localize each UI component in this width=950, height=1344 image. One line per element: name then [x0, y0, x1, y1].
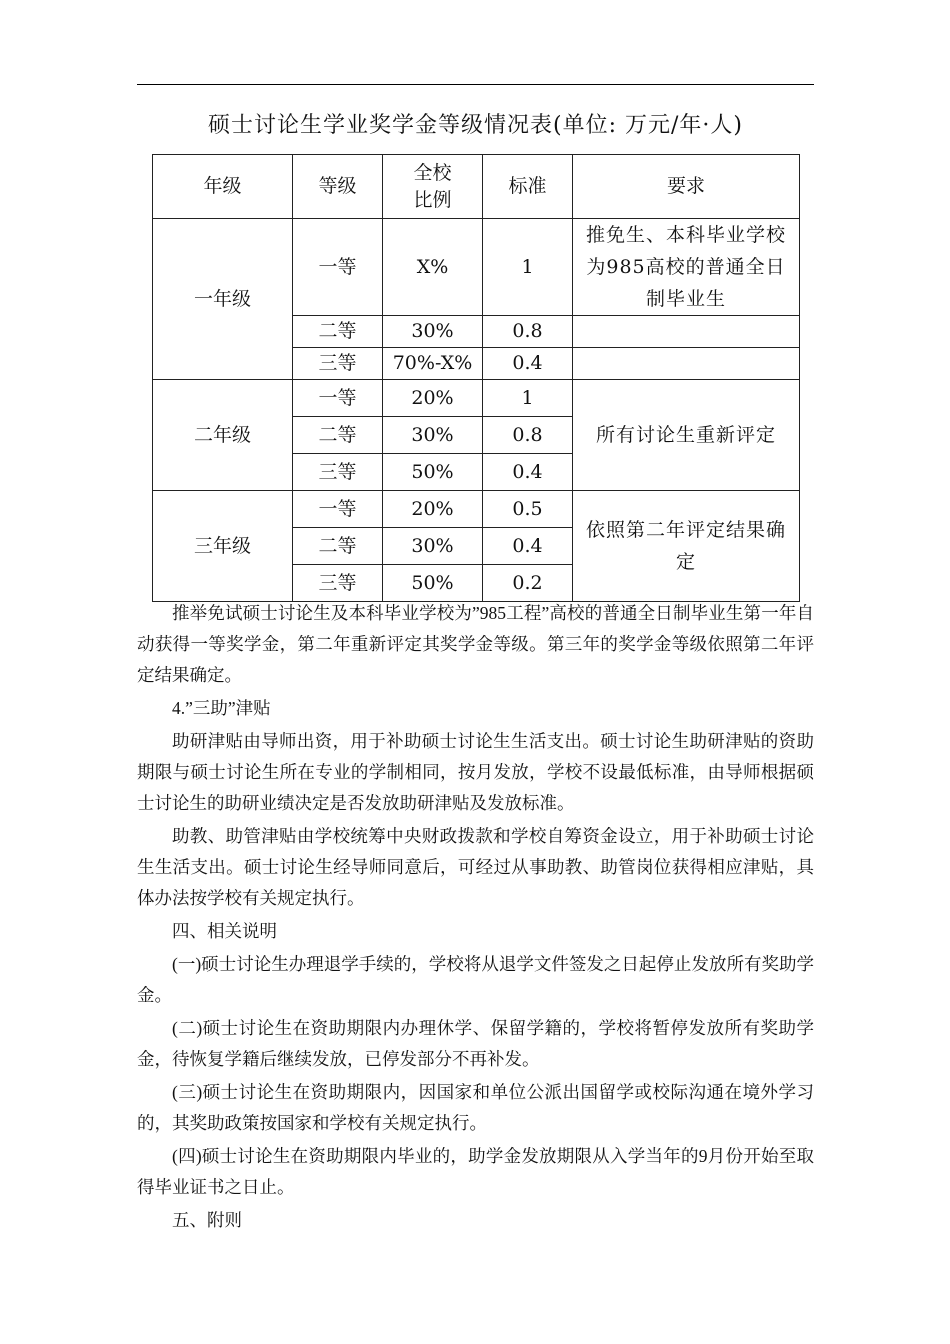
paragraph-research-assistant: 助研津贴由导师出资，用于补助硕士讨论生生活支出。硕士讨论生助研津贴的资助期限与硕士讨论生所在专业的学制相同，按月发放，学校不设最低标准，由导师根据硕士讨论生的助研业绩决定是否发放助研津贴及发放标准。 — [137, 731, 814, 813]
table-title: 硕士讨论生学业奖学金等级情况表(单位: 万元/年·人) — [208, 113, 743, 138]
standard-cell: 1 — [483, 219, 573, 316]
ratio-cell: 70%-X% — [383, 348, 483, 380]
ratio-cell: 30% — [383, 528, 483, 565]
body-text — [137, 598, 814, 1238]
table-row — [153, 491, 800, 528]
standard-cell: 0.4 — [483, 348, 573, 380]
heading-related-notes: 四、相关说明 — [172, 921, 277, 941]
scholarship-table — [152, 154, 800, 602]
header-ratio — [383, 155, 483, 219]
year2-requirement: 所有讨论生重新评定 — [573, 380, 800, 491]
level-cell: 三等 — [293, 565, 383, 602]
heading-supplementary: 五、附则 — [172, 1210, 242, 1230]
header-standard: 标准 — [483, 155, 573, 219]
table-header-row — [153, 155, 800, 219]
table-row — [153, 219, 800, 316]
level-cell: 三等 — [293, 454, 383, 491]
ratio-cell: 30% — [383, 417, 483, 454]
year3-label: 三年级 — [153, 491, 293, 602]
empty-requirement-cell — [573, 348, 800, 380]
standard-cell: 0.5 — [483, 491, 573, 528]
ratio-cell: X% — [383, 219, 483, 316]
header-requirement: 要求 — [573, 155, 800, 219]
table-row — [153, 380, 800, 417]
heading-three-assistance: 4.”三助”津贴 — [172, 698, 271, 718]
year1-requirement: 推免生、本科毕业学校为985高校的普通全日制毕业生 — [573, 219, 800, 316]
standard-cell: 0.4 — [483, 454, 573, 491]
ratio-cell: 20% — [383, 491, 483, 528]
note-2: (二)硕士讨论生在资助期限内办理休学、保留学籍的，学校将暂停发放所有奖助学金，待恢复学籍后继续发放，已停发部分不再补发。 — [137, 1018, 814, 1069]
note-1: (一)硕士讨论生办理退学手续的，学校将从退学文件签发之日起停止发放所有奖助学金。 — [137, 954, 814, 1005]
ratio-cell: 50% — [383, 454, 483, 491]
year3-requirement: 依照第二年评定结果确定 — [573, 491, 800, 602]
standard-cell: 0.4 — [483, 528, 573, 565]
level-cell: 二等 — [293, 316, 383, 348]
standard-cell: 0.2 — [483, 565, 573, 602]
ratio-cell: 20% — [383, 380, 483, 417]
note-4: (四)硕士讨论生在资助期限内毕业的，助学金发放期限从入学当年的9月份开始至取得毕业证书之日止。 — [137, 1146, 814, 1197]
level-cell: 一等 — [293, 380, 383, 417]
header-grade: 年级 — [153, 155, 293, 219]
level-cell: 三等 — [293, 348, 383, 380]
standard-cell: 1 — [483, 380, 573, 417]
header-level: 等级 — [293, 155, 383, 219]
header-ratio-line1: 全校 — [413, 161, 452, 184]
year2-label: 二年级 — [153, 380, 293, 491]
ratio-cell: 30% — [383, 316, 483, 348]
header-ratio-line2: 比例 — [413, 188, 452, 211]
note-3: (三)硕士讨论生在资助期限内，因国家和单位公派出国留学或校际沟通在境外学习的，其奖助政策按国家和学校有关规定执行。 — [137, 1082, 814, 1133]
paragraph-recommended-students: 推举免试硕士讨论生及本科毕业学校为”985工程”高校的普通全日制毕业生第一年自动获得一等奖学金，第二年重新评定其奖学金等级。第三年的奖学金等级依照第二年评定结果确定。 — [137, 603, 814, 685]
standard-cell: 0.8 — [483, 316, 573, 348]
level-cell: 一等 — [293, 219, 383, 316]
top-rule — [137, 84, 814, 85]
year1-label: 一年级 — [153, 219, 293, 380]
paragraph-teaching-assistant: 助教、助管津贴由学校统筹中央财政拨款和学校自筹资金设立，用于补助硕士讨论生生活支出。硕士讨论生经导师同意后，可经过从事助教、助管岗位获得相应津贴，具体办法按学校有关规定执行。 — [137, 826, 814, 908]
empty-requirement-cell — [573, 316, 800, 348]
level-cell: 二等 — [293, 417, 383, 454]
level-cell: 一等 — [293, 491, 383, 528]
ratio-cell: 50% — [383, 565, 483, 602]
standard-cell: 0.8 — [483, 417, 573, 454]
level-cell: 二等 — [293, 528, 383, 565]
